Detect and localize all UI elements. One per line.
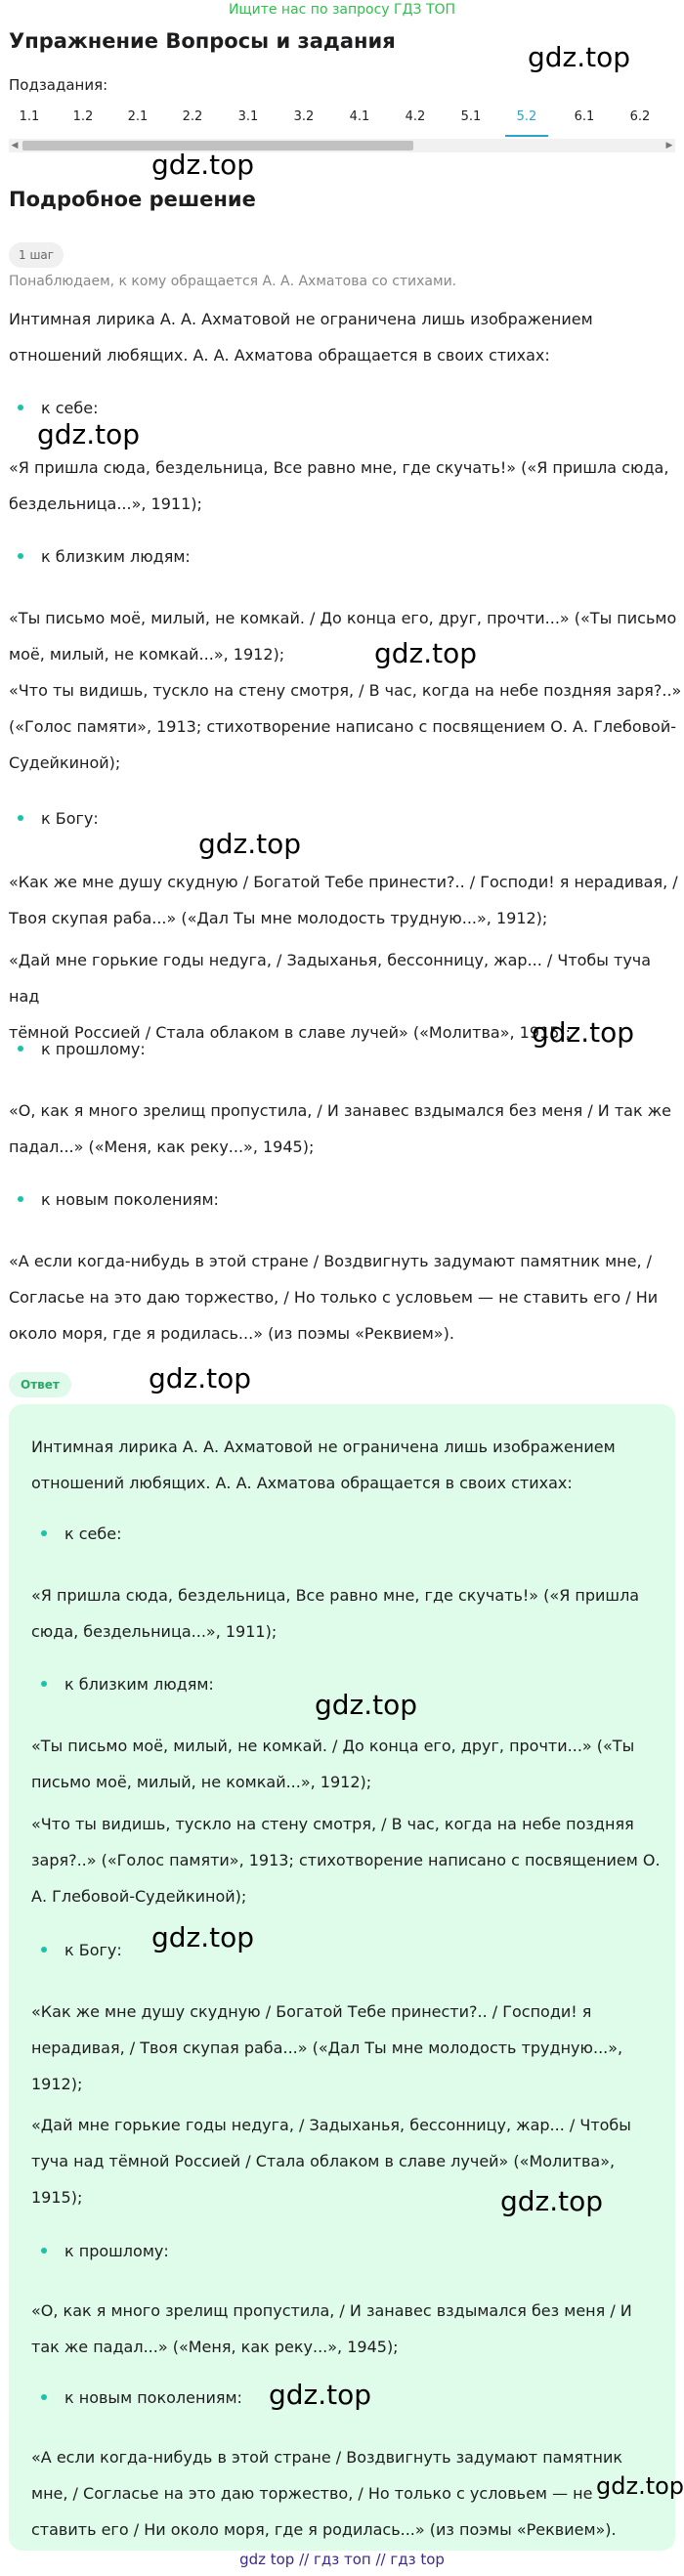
quote-paragraph: «Что ты видишь, тускло на стену смотря, / В час, когда на небе поздняя заря?..» («Голос памяти», 1913; стихотворение написано с посвящением О. А. Глебовой-Судейкиной); — [31, 1815, 661, 1906]
watermark: gdz.top — [500, 2185, 604, 2217]
quote-paragraph: «О, как я много зрелищ пропустила, / И занавес вздымался без меня / И так же падал...» («Меня, как реку...», 1945); — [9, 1101, 671, 1156]
quote-paragraph: «Ты письмо моё, милый, не комкай. / До конца его, друг, прочти...» («Ты письмо моё, милый, не комкай...», 1912); — [9, 609, 677, 664]
subtasks-label: Подзадания: — [9, 76, 108, 94]
scroll-right-arrow-icon[interactable]: ▶ — [665, 141, 673, 150]
watermark: gdz.top — [269, 2379, 372, 2411]
tab-4-1[interactable]: 4.1 — [349, 109, 370, 124]
watermark: gdz.top — [149, 1362, 252, 1395]
tab-1-1[interactable]: 1.1 — [19, 109, 40, 124]
watermark: gdz.top — [374, 637, 478, 669]
page-title: Упражнение Вопросы и задания — [9, 29, 396, 53]
list-item: к Богу: — [41, 1937, 122, 1964]
watermark: gdz.top — [151, 1921, 255, 1953]
tab-1-2[interactable]: 1.2 — [72, 109, 94, 124]
quote-paragraph: «Дай мне горькие годы недуга, / Задыханья, бессонницу, жар... / Чтобы туча над тёмной Россией / Стала облаком в славе лучей» («Молитва», 1915); — [9, 951, 652, 1042]
solution-intro: Интимная лирика А. А. Ахматовой не ограничена лишь изображением отношений любящих. А. А. Ахматова обращается в своих стихах: — [9, 310, 593, 365]
watermark: gdz.top — [198, 828, 302, 860]
tab-6-1[interactable]: 6.1 — [574, 109, 595, 124]
watermark: gdz.top — [37, 418, 141, 451]
tab-3-2[interactable]: 3.2 — [293, 109, 315, 124]
step-badge: 1 шаг — [9, 242, 64, 268]
bullet-icon — [18, 1046, 23, 1052]
step-description: Понаблюдаем, к кому обращается А. А. Ахматова со стихами. — [9, 274, 457, 289]
answer-badge: Ответ — [9, 1372, 71, 1397]
list-item: к прошлому: — [41, 2238, 169, 2265]
quote-paragraph: «Я пришла сюда, бездельница, Все равно мне, где скучать!» («Я пришла сюда, бездельница...», 1911); — [31, 1586, 640, 1641]
quote-paragraph: «А если когда-нибудь в этой стране / Воздвигнуть задумают памятник мне, / Согласье на это даю торжество, / Но только с условьем — не ставить его / Ни около моря, где я родилась...» (из поэмы «Реквием»). — [9, 1252, 659, 1343]
watermark: gdz.top — [532, 1016, 635, 1049]
watermark: gdz.top — [151, 149, 255, 181]
list-item: к близким людям: — [18, 543, 191, 571]
bullet-icon — [18, 553, 23, 559]
subtask-tabs — [0, 102, 684, 141]
watermark: gdz.top — [315, 1689, 418, 1721]
bullet-icon — [41, 1681, 47, 1687]
quote-paragraph: «О, как я много зрелищ пропустила, / И занавес вздымался без меня / И так же падал...» («Меня, как реку...», 1945); — [31, 2301, 632, 2356]
bullet-icon — [18, 1196, 23, 1202]
list-item: к близким людям: — [41, 1671, 214, 1698]
bullet-icon — [41, 1947, 47, 1953]
list-item: к новым поколениям: — [41, 2384, 242, 2412]
quote-paragraph: «Как же мне душу скудную / Богатой Тебе принести?.. / Господи! я нерадивая, / Твоя скупая раба...» («Дал Ты мне молодость трудную...», 1912); — [31, 2002, 623, 2093]
tab-2-2[interactable]: 2.2 — [182, 109, 203, 124]
list-item: к новым поколениям: — [18, 1186, 219, 1214]
quote-paragraph: «Как же мне душу скудную / Богатой Тебе принести?.. / Господи! я нерадивая, / Твоя скупая раба...» («Дал Ты мне молодость трудную...», 1912); — [9, 873, 678, 927]
quote-paragraph: «А если когда-нибудь в этой стране / Воздвигнуть задумают памятник мне, / Согласье на это даю торжество, / Но только с условьем — не ставить его / Ни около моря, где я родилась...» (из поэмы «Реквием»). — [31, 2448, 623, 2539]
tab-3-1[interactable]: 3.1 — [237, 109, 259, 124]
bullet-icon — [18, 405, 23, 410]
tab-5-1[interactable]: 5.1 — [460, 109, 482, 124]
scroll-left-arrow-icon[interactable]: ◀ — [11, 141, 19, 150]
watermark: gdz.top — [528, 41, 631, 73]
list-item: к Богу: — [18, 805, 99, 833]
bullet-icon — [41, 2248, 47, 2254]
watermark: gdz.top — [596, 2472, 684, 2500]
tabs-scrollbar[interactable] — [9, 139, 675, 152]
bullet-icon — [18, 815, 23, 821]
search-banner: Ищите нас по запросу ГДЗ ТОП — [228, 2, 456, 18]
quote-paragraph: «Я пришла сюда, бездельница, Все равно мне, где скучать!» («Я пришла сюда, бездельница...», 1911); — [9, 458, 669, 513]
quote-paragraph: «Ты письмо моё, милый, не комкай. / До конца его, друг, прочти...» («Ты письмо моё, милый, не комкай...», 1912); — [31, 1737, 635, 1791]
list-item: к себе: — [18, 395, 99, 422]
footer-links[interactable]: gdz top // гдз топ // гдз top — [239, 2551, 445, 2568]
answer-intro: Интимная лирика А. А. Ахматовой не ограничена лишь изображением отношений любящих. А. А. Ахматова обращается в своих стихах: — [31, 1438, 616, 1492]
tab-6-2[interactable]: 6.2 — [629, 109, 651, 124]
quote-paragraph: «Что ты видишь, тускло на стену смотря, / В час, когда на небе поздняя заря?..» («Голос памяти», 1913; стихотворение написано с посвящением О. А. Глебовой- Судейкиной); — [9, 681, 682, 772]
solution-heading: Подробное решение — [9, 188, 256, 211]
bullet-icon — [41, 2394, 47, 2400]
tab-2-1[interactable]: 2.1 — [127, 109, 149, 124]
tab-4-2[interactable]: 4.2 — [405, 109, 426, 124]
list-item: к прошлому: — [18, 1036, 146, 1063]
quote-paragraph: «Дай мне горькие годы недуга, / Задыханья, бессонницу, жар... / Чтобы туча над тёмной Россией / Стала облаком в славе лучей» («Молитва», 1915); — [31, 2116, 631, 2207]
tab-5-2[interactable]: 5.2 — [505, 102, 548, 137]
list-item: к себе: — [41, 1521, 122, 1548]
bullet-icon — [41, 1530, 47, 1536]
